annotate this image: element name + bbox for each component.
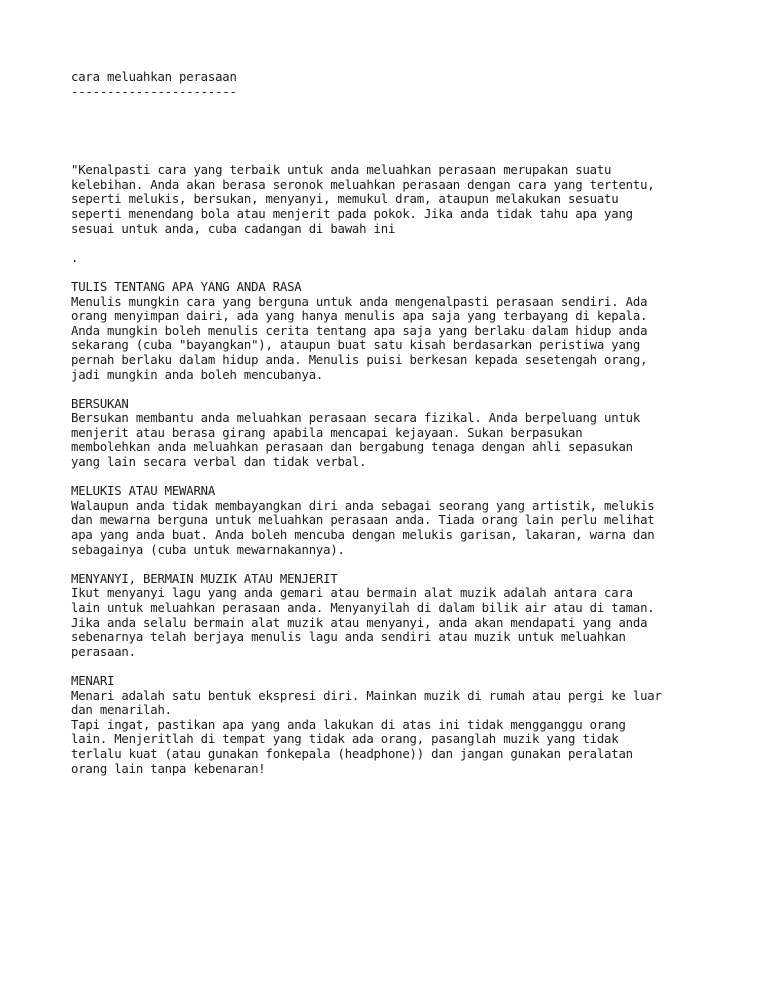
section-line: perasaan.: [71, 644, 136, 659]
section-heading: MENYANYI, BERMAIN MUZIK ATAU MENJERIT: [71, 571, 338, 586]
document-title: cara meluahkan perasaan: [71, 70, 237, 84]
section-heading: MELUKIS ATAU MEWARNA: [71, 484, 216, 499]
intro-line: seperti melukis, bersukan, menyanyi, memukul dram, ataupun melakukan sesuatu: [71, 192, 619, 207]
section-line: lain untuk meluahkan perasaan anda. Menyanyilah di dalam bilik air atau di taman.: [71, 601, 655, 615]
section-line: Tapi ingat, pastikan apa yang anda lakukan di atas ini tidak mengganggu orang: [71, 717, 626, 732]
section-line: terlalu kuat (atau gunakan fonkepala (headphone)) dan jangan gunakan peralatan: [71, 746, 633, 761]
section-line: Anda mungkin boleh menulis cerita tentang apa saja yang berlaku dalam hidup anda: [71, 323, 648, 338]
section-line: orang menyimpan dairi, ada yang hanya menulis apa saja yang terbayang di kepala.: [71, 309, 648, 324]
intro-line: seperti menendang bola atau menjerit pada pokok. Jika anda tidak tahu apa yang: [71, 206, 633, 221]
section-line: Menari adalah satu bentuk ekspresi diri. Mainkan muzik di rumah atau pergi ke luar: [71, 688, 662, 703]
intro-paragraph: [71, 163, 711, 236]
intro-line: "Kenalpasti cara yang terbaik untuk anda meluahkan perasaan merupakan suatu: [71, 163, 612, 178]
section-line: Walaupun anda tidak membayangkan diri anda sebagai seorang yang artistik, melukis: [71, 498, 655, 513]
intro-line: sesuai untuk anda, cuba cadangan di bawah ini: [71, 221, 396, 236]
title-underline: -----------------------: [71, 84, 237, 99]
section-line: pernah berlaku dalam hidup anda. Menulis puisi berkesan kepada sesetengah orang,: [71, 352, 648, 367]
intro-line: kelebihan. Anda akan berasa seronok meluahkan perasaan dengan cara yang tertentu,: [71, 177, 655, 192]
section-line: lain. Menjeritlah di tempat yang tidak ada orang, pasanglah muzik yang tidak: [71, 732, 619, 747]
section-line: apa yang anda buat. Anda boleh mencuba dengan melukis garisan, lakaran, warna dan: [71, 528, 655, 543]
section-melukis: [71, 484, 711, 557]
separator-dot: [71, 251, 711, 266]
section-line: Menulis mungkin cara yang berguna untuk anda mengenalpasti perasaan sendiri. Ada: [71, 294, 648, 309]
separator-text: .: [71, 250, 79, 265]
section-line: dan mewarna berguna untuk meluahkan perasaan anda. Tiada orang lain perlu melihat: [71, 513, 655, 528]
section-line: Ikut menyanyi lagu yang anda gemari atau bermain alat muzik adalah antara cara: [71, 586, 633, 601]
section-heading: TULIS TENTANG APA YANG ANDA RASA: [71, 279, 302, 294]
section-bersukan: [71, 397, 711, 470]
section-heading: BERSUKAN: [71, 396, 129, 411]
section-line: Jika anda selalu bermain alat muzik atau menyanyi, anda akan mendapati yang anda: [71, 615, 648, 630]
section-line: sekarang (cuba "bayangkan"), ataupun buat satu kisah berdasarkan peristiwa yang: [71, 338, 641, 353]
section-line: dan menarilah.: [71, 703, 172, 718]
section-line: sebagainya (cuba untuk mewarnakannya).: [71, 542, 345, 557]
section-tulis: [71, 280, 711, 382]
section-menyanyi: [71, 572, 711, 660]
section-line: membolehkan anda meluahkan perasaan dan bergabung tenaga dengan ahli sepasukan: [71, 440, 633, 455]
section-line: menjerit atau berasa girang apabila mencapai kejayaan. Sukan berpasukan: [71, 425, 583, 440]
document-page: [71, 70, 711, 791]
section-heading: MENARI: [71, 673, 115, 688]
section-line: yang lain secara verbal dan tidak verbal.: [71, 455, 367, 470]
section-line: jadi mungkin anda boleh mencubanya.: [71, 367, 324, 382]
section-line: orang lain tanpa kebenaran!: [71, 761, 266, 776]
section-line: sebenarnya telah berjaya menulis lagu anda sendiri atau muzik untuk meluahkan: [71, 630, 626, 645]
section-line: Bersukan membantu anda meluahkan perasaan secara fizikal. Anda berpeluang untuk: [71, 411, 641, 426]
section-menari: [71, 674, 711, 776]
title-block: [71, 70, 711, 99]
